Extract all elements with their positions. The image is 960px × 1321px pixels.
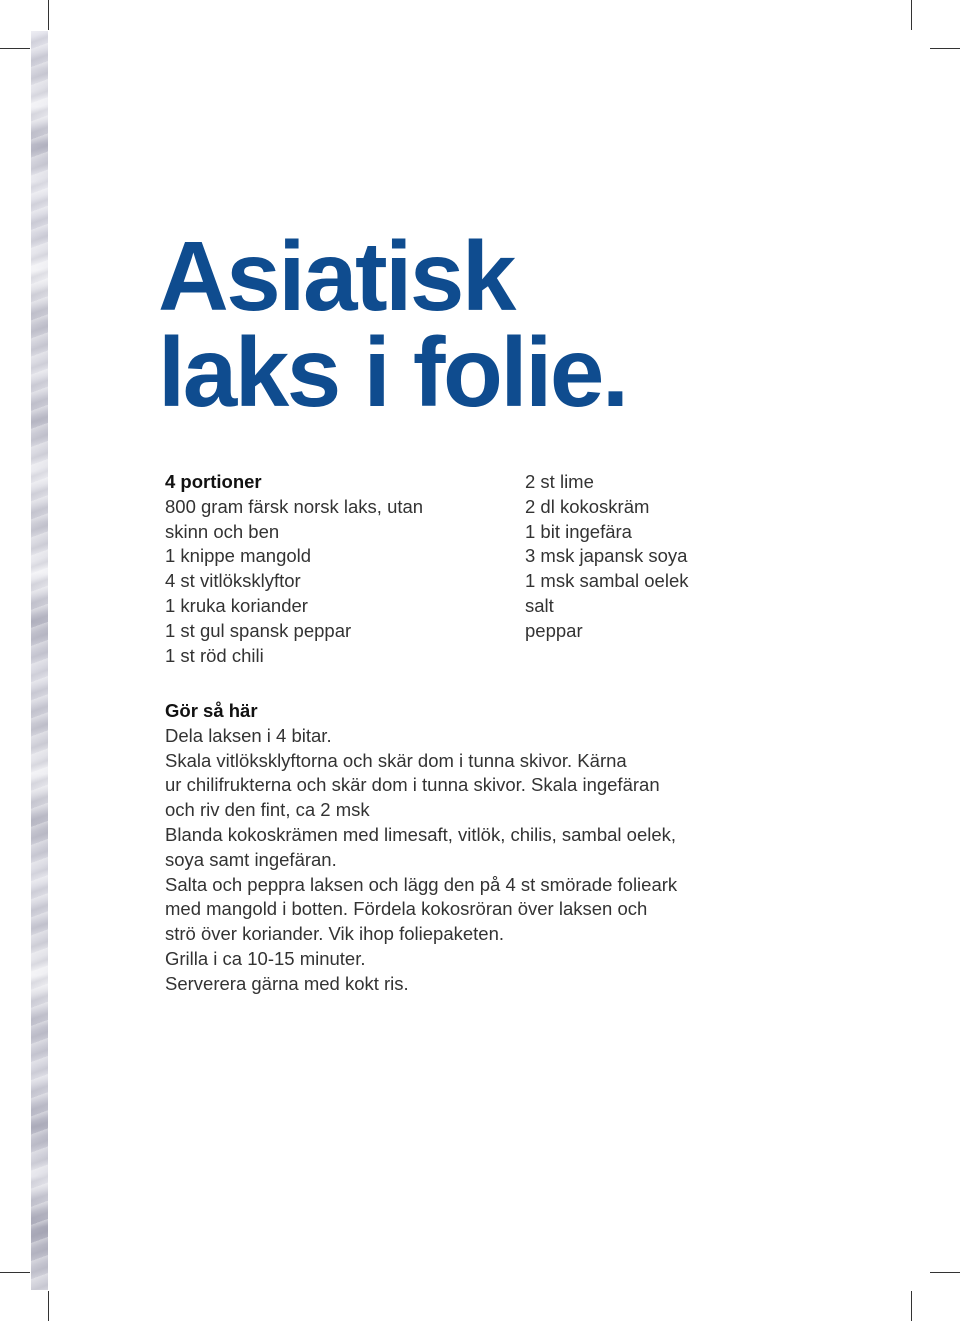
method-line: Blanda kokoskrämen med limesaft, vitlök, chilis, sambal oelek, (165, 823, 677, 845)
ingredient-item: 2 dl kokoskräm (525, 495, 650, 517)
crop-mark-top-right-horizontal (930, 48, 960, 49)
method-line: och riv den fint, ca 2 msk (165, 799, 370, 821)
ingredient-item: 800 gram färsk norsk laks, utan (165, 495, 424, 517)
ingredient-item: 1 bit ingefära (525, 520, 632, 542)
method-heading: Gör så här (165, 700, 258, 721)
method-line: ur chilifrukterna och skär dom i tunna skivor. Skala ingefäran (165, 774, 660, 796)
ingredient-item: salt (525, 594, 554, 616)
ingredient-item: 1 st röd chili (165, 644, 264, 666)
method-line: Serverera gärna med kokt ris. (165, 972, 409, 994)
servings-heading: 4 portioner (165, 471, 262, 492)
method-line: Dela laksen i 4 bitar. (165, 724, 332, 746)
recipe-title-line-1: Asiatisk (158, 221, 514, 331)
ingredient-item: 1 msk sambal oelek (525, 570, 689, 592)
ingredients-left-column (165, 470, 423, 668)
ingredient-item: 1 st gul spansk peppar (165, 619, 352, 641)
crop-mark-top-left-horizontal (0, 48, 30, 49)
method-line: Skala vitlöksklyftorna och skär dom i tunna skivor. Kärna (165, 749, 627, 771)
foil-texture-strip (31, 31, 48, 1290)
ingredient-item: skinn och ben (165, 520, 280, 542)
recipe-title-line-2: laks i folie. (158, 317, 627, 427)
crop-mark-bottom-left-horizontal (0, 1272, 30, 1273)
method-line: med mangold i botten. Fördela kokosröran över laksen och (165, 898, 648, 920)
ingredient-item: 1 kruka koriander (165, 594, 308, 616)
method-line: strö över koriander. Vik ihop foliepaketen. (165, 923, 505, 945)
ingredient-item: 3 msk japansk soya (525, 545, 688, 567)
method-section (165, 699, 765, 997)
ingredient-item: peppar (525, 619, 583, 641)
crop-mark-top-left-vertical (48, 0, 49, 30)
ingredient-item: 1 knippe mangold (165, 545, 312, 567)
method-line: soya samt ingefäran. (165, 848, 337, 870)
ingredient-item: 2 st lime (525, 471, 594, 492)
ingredients-right-column (525, 470, 688, 644)
recipe-title (158, 221, 627, 427)
crop-mark-top-right-vertical (911, 0, 912, 30)
method-line: Salta och peppra laksen och lägg den på 4 st smörade folieark (165, 873, 678, 895)
ingredient-item: 4 st vitlöksklyftor (165, 570, 301, 592)
crop-mark-bottom-right-vertical (911, 1291, 912, 1321)
crop-mark-bottom-left-vertical (48, 1291, 49, 1321)
method-line: Grilla i ca 10-15 minuter. (165, 947, 366, 969)
crop-mark-bottom-right-horizontal (930, 1272, 960, 1273)
